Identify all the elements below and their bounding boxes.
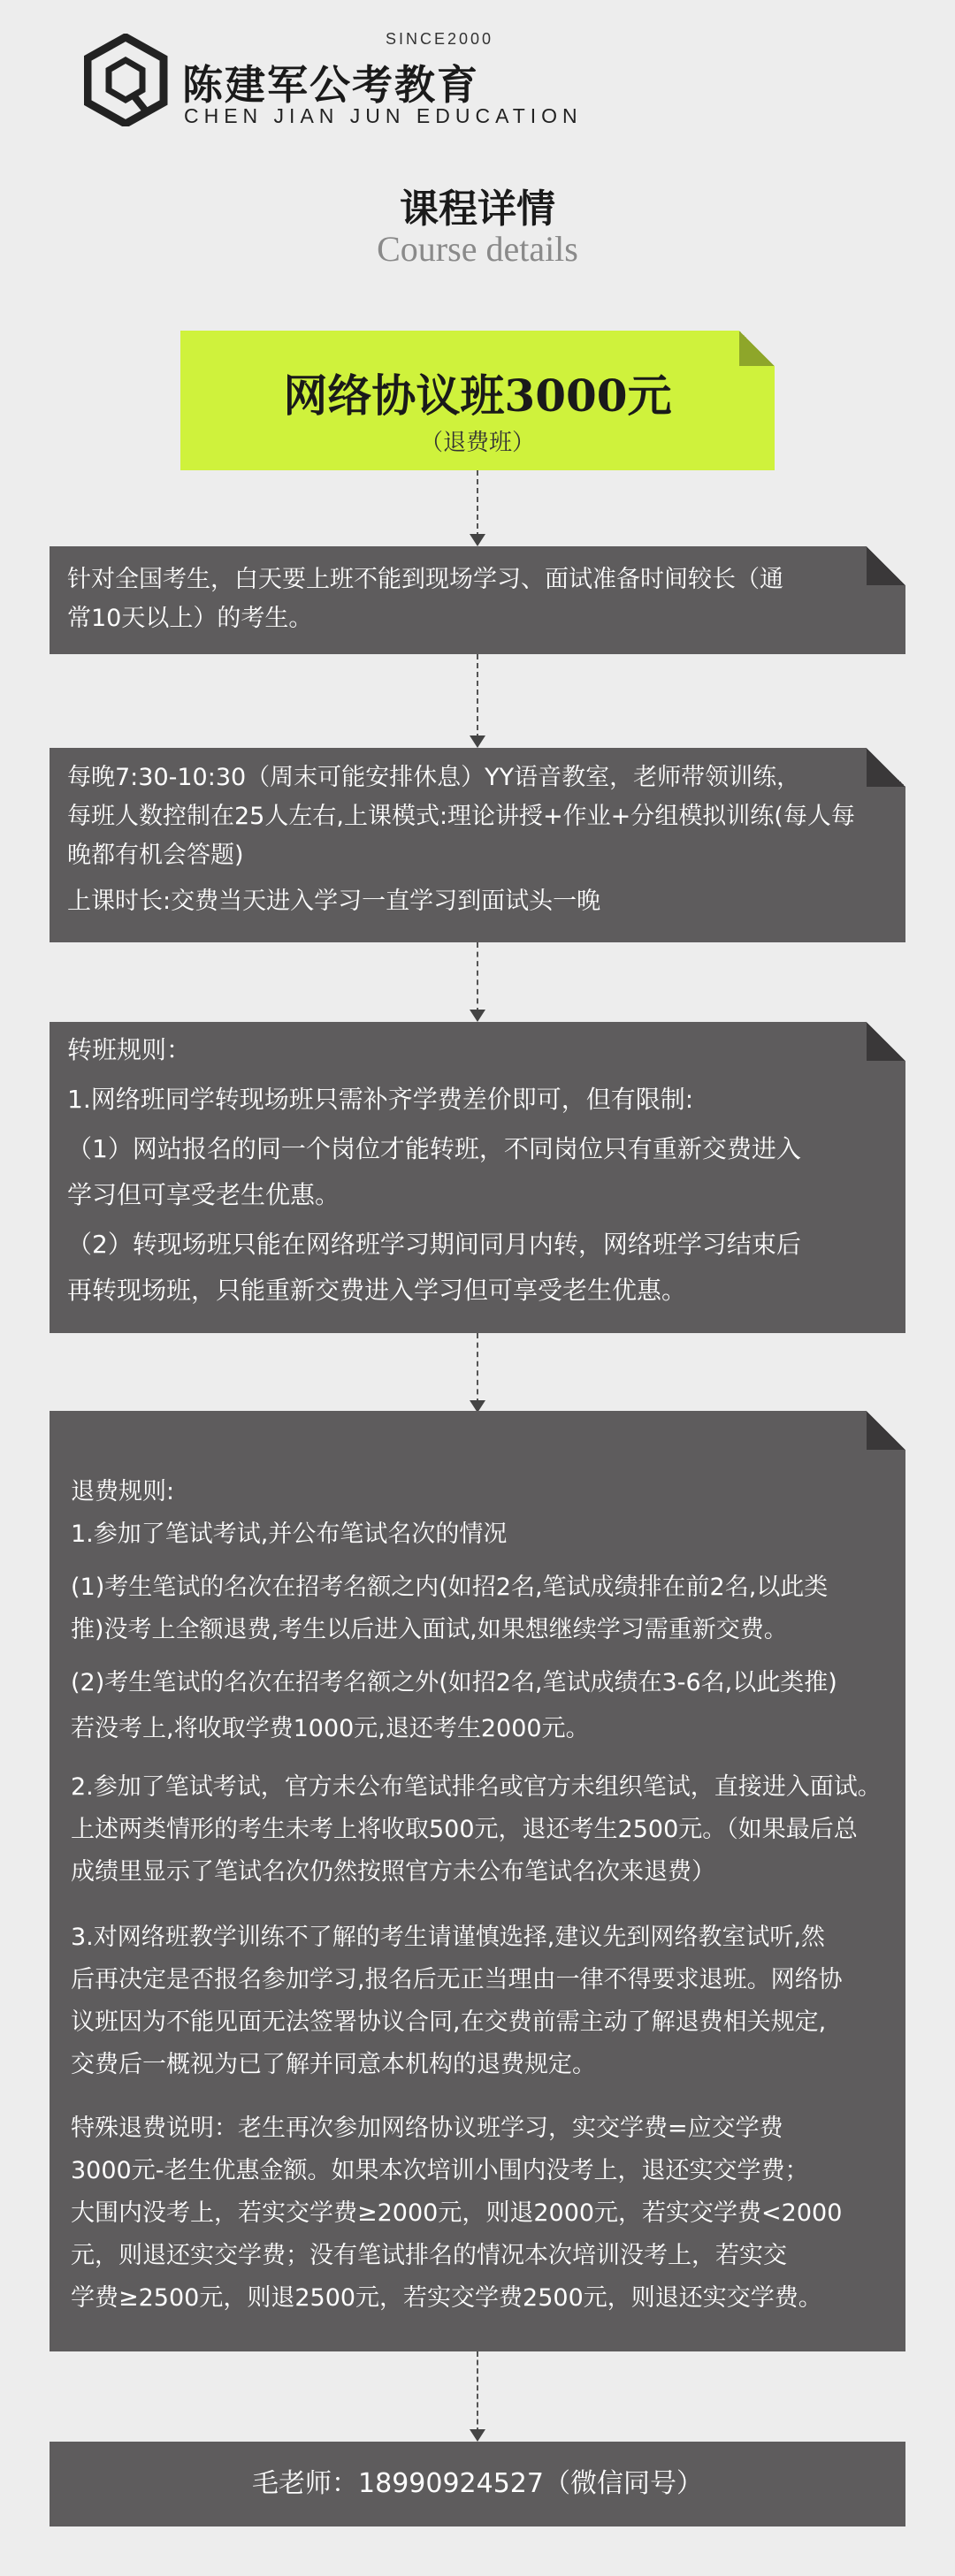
refund-line-3: 推)没考上全额退费,考生以后进入面试,如果想继续学习需重新交费。 xyxy=(71,1616,788,1643)
audience-line-1: 针对全国考生，白天要上班不能到现场学习、面试准备时间较长（通 xyxy=(67,566,783,593)
schedule-line-1: 每晚7:30-10:30（周末可能安排休息）YY语音教室，老师带领训练， xyxy=(67,764,801,791)
transfer-line-4: （2）转现场班只能在网络班学习期间同月内转，网络班学习结束后 xyxy=(67,1230,801,1259)
refund-line-1: 1.参加了笔试考试,并公布笔试名次的情况 xyxy=(71,1520,508,1548)
connector-line xyxy=(477,2351,478,2433)
arrow-down-icon xyxy=(470,1010,485,1022)
refund-line-6: 2.参加了笔试考试，官方未公布笔试排名或官方未组织笔试，直接进入面试。 xyxy=(71,1773,882,1801)
refund-special-line-4: 元，则退还实交学费；没有笔试排名的情况本次培训没考上，若实交 xyxy=(71,2242,787,2269)
transfer-line-2: （1）网站报名的同一个岗位才能转班，不同岗位只有重新交费进入 xyxy=(67,1134,801,1163)
course-name-card xyxy=(180,331,775,470)
refund-special-line-3: 大围内没考上，若实交学费≥2000元，则退2000元，若实交学费<2000 xyxy=(71,2199,843,2227)
refund-special-line-2: 3000元-老生优惠金额。如果本次培训小围内没考上，退还实交学费； xyxy=(71,2157,809,2184)
arrow-down-icon xyxy=(470,534,485,546)
connector-line xyxy=(477,942,478,1013)
refund-line-7: 上述两类情形的考生未考上将收取500元，退还考生2500元。（如果最后总 xyxy=(71,1816,858,1843)
refund-line-9: 3.对网络班教学训练不了解的考生请谨慎选择,建议先到网络教室试听,然 xyxy=(71,1924,825,1951)
refund-heading: 退费规则: xyxy=(71,1478,175,1505)
course-note: （退费班） xyxy=(419,430,535,456)
folded-corner-icon xyxy=(867,546,905,585)
arrow-down-icon xyxy=(470,735,485,748)
transfer-rules-box xyxy=(50,1022,905,1333)
schedule-line-4: 上课时长:交费当天进入学习一直学习到面试头一晚 xyxy=(67,888,601,915)
brand-name-cn: 陈建军公考教育 xyxy=(182,61,479,109)
logo-hexagon-icon xyxy=(84,34,168,126)
connector-line xyxy=(477,470,478,537)
course-name: 网络协议班3000元 xyxy=(283,370,672,422)
audience-line-2: 常10天以上）的考生。 xyxy=(67,605,313,632)
transfer-line-5: 再转现场班，只能重新交费进入学习但可享受老生优惠。 xyxy=(67,1276,687,1305)
section-title-en: Course details xyxy=(377,229,578,269)
schedule-line-3: 晚都有机会答题) xyxy=(67,842,244,869)
folded-corner-icon xyxy=(867,1411,905,1450)
since-label: SINCE2000 xyxy=(386,30,494,48)
schedule-line-2: 每班人数控制在25人左右,上课模式:理论讲授+作业+分组模拟训练(每人每 xyxy=(67,803,855,830)
refund-line-2: (1)考生笔试的名次在招考名额之内(如招2名,笔试成绩排在前2名,以此类 xyxy=(71,1574,829,1601)
audience-box xyxy=(50,546,905,654)
folded-corner-icon xyxy=(867,1022,905,1061)
refund-line-10: 后再决定是否报名参加学习,报名后无正当理由一律不得要求退班。网络协 xyxy=(71,1966,843,1993)
connector-line xyxy=(477,1333,478,1404)
refund-special-line-5: 学费≥2500元，则退2500元，若实交学费2500元，则退还实交学费。 xyxy=(71,2284,822,2312)
schedule-box xyxy=(50,748,905,942)
refund-line-5: 若没考上,将收取学费1000元,退还考生2000元。 xyxy=(71,1715,590,1742)
refund-line-8: 成绩里显示了笔试名次仍然按照官方未公布笔试名次来退费） xyxy=(71,1858,715,1886)
section-title-cn: 课程详情 xyxy=(400,187,555,232)
transfer-line-3: 学习但可享受老生优惠。 xyxy=(67,1180,340,1209)
refund-special-line-1: 特殊退费说明：老生再次参加网络协议班学习，实交学费=应交学费 xyxy=(71,2115,783,2142)
arrow-down-icon xyxy=(470,2429,485,2442)
transfer-heading: 转班规则： xyxy=(67,1035,192,1064)
contact-bar: 毛老师：18990924527（微信同号） xyxy=(50,2442,905,2526)
refund-rules-box xyxy=(50,1411,905,2351)
transfer-line-1: 1.网络班同学转现场班只需补齐学费差价即可，但有限制: xyxy=(67,1085,694,1114)
brand-name-en: CHEN JIAN JUN EDUCATION xyxy=(184,104,583,127)
refund-line-12: 交费后一概视为已了解并同意本机构的退费规定。 xyxy=(71,2051,596,2078)
folded-corner-icon xyxy=(867,748,905,787)
refund-line-11: 议班因为不能见面无法签署协议合同,在交费前需主动了解退费相关规定, xyxy=(71,2008,827,2036)
refund-line-4: (2)考生笔试的名次在招考名额之外(如招2名,笔试成绩在3-6名,以此类推) xyxy=(71,1669,837,1696)
connector-line xyxy=(477,654,478,739)
